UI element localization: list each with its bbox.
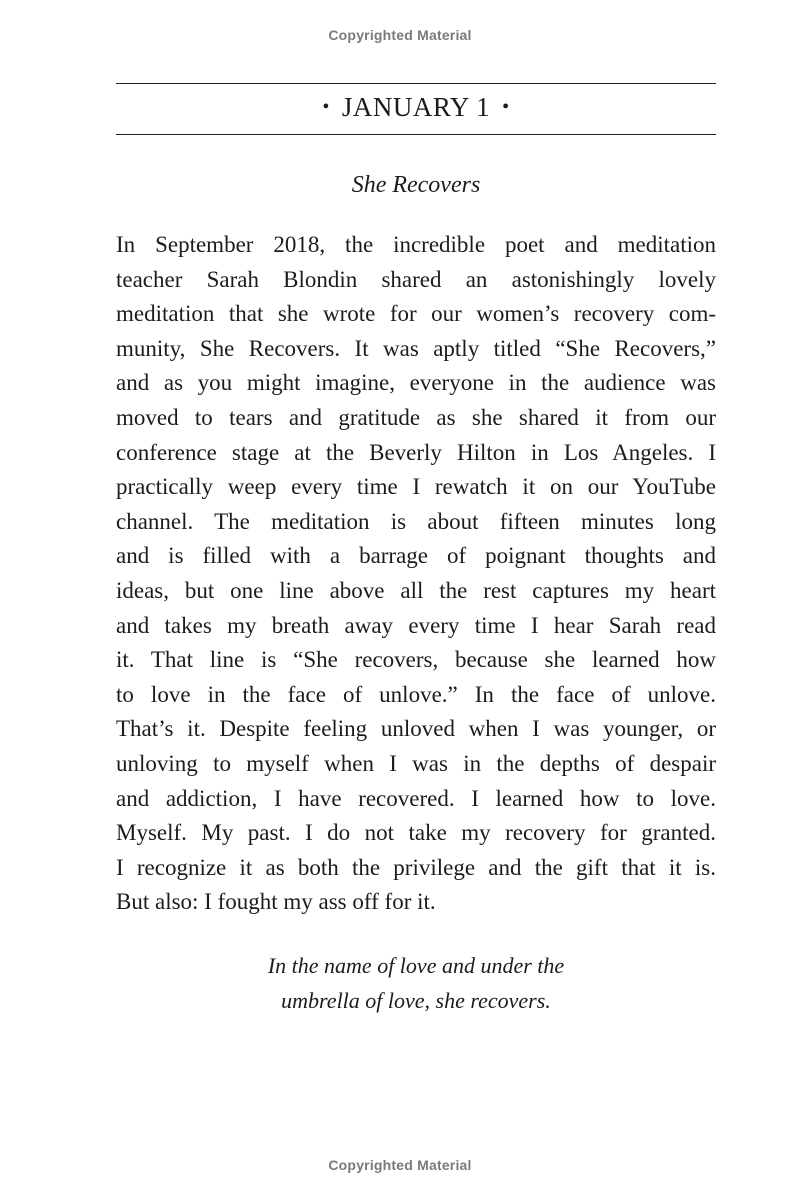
body-line: and addiction, I have recovered. I learned how to love. xyxy=(116,785,716,811)
closing-line: In the name of love and under the xyxy=(267,953,565,978)
copyright-watermark-top: Copyrighted Material xyxy=(328,27,472,43)
body-line: But also: I fought my ass off for it. xyxy=(116,889,436,915)
body-line: and is filled with a barrage of poignant thoughts and xyxy=(116,543,716,569)
entry-body xyxy=(116,228,716,920)
body-line: ideas, but one line above all the rest captures my heart xyxy=(116,577,716,603)
date-label: JANUARY 1 xyxy=(341,92,491,122)
body-line: and takes my breath away every time I hear Sarah read xyxy=(116,612,716,638)
closing-affirmation xyxy=(116,948,716,1018)
header-rule-bottom xyxy=(116,134,716,135)
body-line: munity, She Recovers. It was aptly titled “She Recovers,” xyxy=(116,335,716,361)
body-line: Myself. My past. I do not take my recovery for granted. xyxy=(116,820,716,846)
body-line: teacher Sarah Blondin shared an astonishingly lovely xyxy=(116,266,716,292)
closing-line: umbrella of love, she recovers. xyxy=(281,988,551,1013)
bullet-right: • xyxy=(502,96,510,118)
body-line: practically weep every time I rewatch it on our YouTube xyxy=(116,474,716,500)
copyright-watermark-bottom: Copyrighted Material xyxy=(328,1157,472,1173)
body-line: channel. The meditation is about fifteen minutes long xyxy=(116,508,716,534)
body-line: moved to tears and gratitude as she shared it from our xyxy=(116,404,716,430)
body-line: and as you might imagine, everyone in the audience was xyxy=(116,370,716,396)
body-line: I recognize it as both the privilege and the gift that it is. xyxy=(116,854,716,880)
body-line: unloving to myself when I was in the depths of despair xyxy=(116,750,716,776)
body-line: to love in the face of unlove.” In the face of unlove. xyxy=(116,681,716,707)
header-rule-top xyxy=(116,83,716,84)
bullet-left: • xyxy=(322,96,330,118)
entry-title: She Recovers xyxy=(351,172,481,198)
body-line: That’s it. Despite feeling unloved when I was younger, or xyxy=(116,716,716,742)
date-heading xyxy=(116,92,716,123)
body-line: meditation that she wrote for our women’s recovery com- xyxy=(116,301,716,327)
body-line: In September 2018, the incredible poet and meditation xyxy=(116,232,716,257)
body-line: conference stage at the Beverly Hilton in Los Angeles. I xyxy=(116,439,716,465)
body-line: it. That line is “She recovers, because she learned how xyxy=(116,647,716,673)
